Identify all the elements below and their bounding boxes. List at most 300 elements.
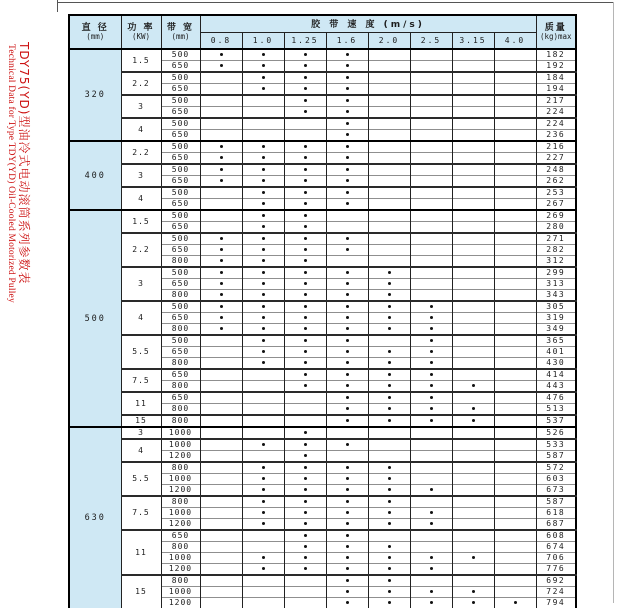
speed-availability-cell xyxy=(410,542,452,553)
speed-availability-cell xyxy=(452,153,494,165)
availability-dot-icon xyxy=(304,350,307,353)
mass-cell: 476 xyxy=(536,392,576,404)
speed-availability-cell xyxy=(242,439,284,451)
belt-width-cell: 800 xyxy=(161,542,200,553)
availability-dot-icon xyxy=(262,327,265,330)
table-row xyxy=(69,164,576,176)
speed-availability-cell xyxy=(326,369,368,381)
speed-availability-cell xyxy=(410,153,452,165)
speed-availability-cell xyxy=(452,530,494,542)
availability-dot-icon xyxy=(388,419,391,422)
availability-dot-icon xyxy=(220,156,223,159)
speed-availability-cell xyxy=(452,358,494,370)
speed-availability-cell xyxy=(326,95,368,107)
availability-dot-icon xyxy=(346,76,349,79)
belt-width-cell: 1200 xyxy=(161,519,200,531)
speed-availability-cell xyxy=(368,256,410,268)
power-cell: 4 xyxy=(121,118,161,141)
availability-dot-icon xyxy=(262,225,265,228)
availability-dot-icon xyxy=(304,567,307,570)
availability-dot-icon xyxy=(346,122,349,125)
speed-availability-cell xyxy=(452,381,494,393)
speed-availability-cell xyxy=(452,587,494,598)
speed-availability-cell xyxy=(326,267,368,279)
speed-availability-cell xyxy=(326,84,368,96)
speed-availability-cell xyxy=(452,519,494,531)
availability-dot-icon xyxy=(388,305,391,308)
availability-dot-icon xyxy=(430,384,433,387)
speed-availability-cell xyxy=(410,279,452,290)
availability-dot-icon xyxy=(472,556,475,559)
speed-availability-cell xyxy=(284,530,326,542)
availability-dot-icon xyxy=(346,396,349,399)
speed-availability-cell xyxy=(452,187,494,199)
availability-dot-icon xyxy=(262,156,265,159)
speed-availability-cell xyxy=(242,519,284,531)
power-column-header xyxy=(121,15,161,49)
speed-availability-cell xyxy=(200,72,242,84)
availability-dot-icon xyxy=(262,76,265,79)
availability-dot-icon xyxy=(262,316,265,319)
availability-dot-icon xyxy=(388,511,391,514)
speed-availability-cell xyxy=(368,575,410,587)
speed-availability-cell xyxy=(410,72,452,84)
speed-availability-cell xyxy=(242,176,284,188)
speed-availability-cell xyxy=(200,107,242,119)
availability-dot-icon xyxy=(346,466,349,469)
availability-dot-icon xyxy=(346,179,349,182)
speed-availability-cell xyxy=(494,118,536,130)
availability-dot-icon xyxy=(262,293,265,296)
speed-availability-cell xyxy=(410,439,452,451)
belt-width-cell: 1000 xyxy=(161,474,200,485)
table-row xyxy=(69,392,576,404)
availability-dot-icon xyxy=(304,168,307,171)
availability-dot-icon xyxy=(262,567,265,570)
availability-dot-icon xyxy=(262,466,265,469)
speed-availability-cell xyxy=(284,598,326,608)
speed-availability-cell xyxy=(284,519,326,531)
speed-availability-cell xyxy=(326,575,368,587)
availability-dot-icon xyxy=(304,271,307,274)
speed-availability-cell xyxy=(494,49,536,61)
speed-availability-cell xyxy=(326,358,368,370)
speed-availability-cell xyxy=(494,72,536,84)
speed-availability-cell xyxy=(284,61,326,73)
availability-dot-icon xyxy=(304,556,307,559)
availability-dot-icon xyxy=(430,361,433,364)
speed-availability-cell xyxy=(494,598,536,608)
speed-availability-cell xyxy=(410,369,452,381)
speed-availability-cell xyxy=(284,496,326,508)
speed-availability-cell xyxy=(284,381,326,393)
speed-availability-cell xyxy=(326,279,368,290)
availability-dot-icon xyxy=(430,556,433,559)
table-row xyxy=(69,72,576,84)
power-cell: 1.5 xyxy=(121,210,161,233)
power-cell: 3 xyxy=(121,427,161,439)
speed-availability-cell xyxy=(242,496,284,508)
power-cell: 5.5 xyxy=(121,335,161,369)
availability-dot-icon xyxy=(346,156,349,159)
speed-availability-cell xyxy=(200,118,242,130)
availability-dot-icon xyxy=(220,259,223,262)
availability-dot-icon xyxy=(388,316,391,319)
availability-dot-icon xyxy=(262,53,265,56)
speed-availability-cell xyxy=(410,118,452,130)
belt-width-cell: 800 xyxy=(161,404,200,416)
speed-availability-cell xyxy=(368,245,410,256)
speed-availability-cell xyxy=(242,347,284,358)
mass-cell: 280 xyxy=(536,222,576,234)
availability-dot-icon xyxy=(262,259,265,262)
mass-cell: 319 xyxy=(536,313,576,324)
speed-availability-cell xyxy=(368,164,410,176)
speed-availability-cell xyxy=(410,564,452,576)
belt-width-cell: 1200 xyxy=(161,485,200,497)
belt-width-cell: 500 xyxy=(161,95,200,107)
availability-dot-icon xyxy=(262,556,265,559)
speed-availability-cell xyxy=(368,347,410,358)
availability-dot-icon xyxy=(388,396,391,399)
mass-cell: 513 xyxy=(536,404,576,416)
availability-dot-icon xyxy=(262,248,265,251)
speed-availability-cell xyxy=(200,61,242,73)
speed-availability-cell xyxy=(368,199,410,211)
speed-availability-cell xyxy=(284,358,326,370)
page-right-rule xyxy=(613,2,614,603)
speed-availability-cell xyxy=(242,587,284,598)
speed-availability-cell xyxy=(452,222,494,234)
speed-availability-cell xyxy=(452,301,494,313)
speed-availability-cell xyxy=(284,72,326,84)
availability-dot-icon xyxy=(304,305,307,308)
speed-availability-cell xyxy=(326,553,368,564)
speed-availability-cell xyxy=(452,84,494,96)
speed-availability-cell xyxy=(242,95,284,107)
speed-availability-cell xyxy=(284,313,326,324)
speed-availability-cell xyxy=(242,245,284,256)
power-cell: 2.2 xyxy=(121,141,161,164)
table-row xyxy=(69,118,576,130)
speed-availability-cell xyxy=(200,564,242,576)
availability-dot-icon xyxy=(304,145,307,148)
availability-dot-icon xyxy=(388,293,391,296)
speed-availability-cell xyxy=(452,439,494,451)
speed-availability-cell xyxy=(494,279,536,290)
speed-availability-cell xyxy=(494,210,536,222)
mass-cell: 692 xyxy=(536,575,576,587)
availability-dot-icon xyxy=(346,419,349,422)
speed-availability-cell xyxy=(452,245,494,256)
belt-width-cell: 650 xyxy=(161,199,200,211)
speed-availability-cell xyxy=(452,176,494,188)
speed-availability-cell xyxy=(452,290,494,302)
speed-availability-cell xyxy=(452,392,494,404)
speed-availability-cell xyxy=(242,256,284,268)
speed-availability-cell xyxy=(410,222,452,234)
speed-availability-cell xyxy=(326,439,368,451)
belt-width-cell: 500 xyxy=(161,233,200,245)
speed-availability-cell xyxy=(410,290,452,302)
speed-availability-cell xyxy=(242,381,284,393)
speed-availability-cell xyxy=(242,222,284,234)
speed-availability-cell xyxy=(494,451,536,463)
speed-availability-cell xyxy=(242,118,284,130)
speed-availability-cell xyxy=(200,530,242,542)
speed-availability-cell xyxy=(242,301,284,313)
speed-availability-cell xyxy=(368,508,410,519)
speed-availability-cell xyxy=(410,313,452,324)
speed-availability-cell xyxy=(452,369,494,381)
speed-availability-cell xyxy=(452,233,494,245)
speed-availability-cell xyxy=(368,222,410,234)
speed-availability-cell xyxy=(242,199,284,211)
speed-availability-cell xyxy=(200,187,242,199)
speed-availability-cell xyxy=(452,335,494,347)
speed-availability-cell xyxy=(410,485,452,497)
availability-dot-icon xyxy=(388,477,391,480)
speed-availability-cell xyxy=(410,301,452,313)
table-row xyxy=(69,301,576,313)
power-cell: 11 xyxy=(121,530,161,575)
mass-cell: 282 xyxy=(536,245,576,256)
availability-dot-icon xyxy=(388,373,391,376)
mass-cell: 216 xyxy=(536,141,576,153)
availability-dot-icon xyxy=(262,477,265,480)
speed-availability-cell xyxy=(368,381,410,393)
availability-dot-icon xyxy=(304,384,307,387)
power-cell: 4 xyxy=(121,187,161,210)
speed-availability-cell xyxy=(200,49,242,61)
speed-availability-cell xyxy=(326,313,368,324)
speed-availability-cell xyxy=(242,290,284,302)
speed-availability-cell xyxy=(284,439,326,451)
table-row xyxy=(69,427,576,439)
speed-availability-cell xyxy=(242,451,284,463)
table-row xyxy=(69,141,576,153)
availability-dot-icon xyxy=(304,339,307,342)
power-cell: 3 xyxy=(121,267,161,301)
speed-col-header: 3.15 xyxy=(452,32,494,49)
belt-width-cell: 650 xyxy=(161,347,200,358)
belt-width-cell: 650 xyxy=(161,222,200,234)
speed-availability-cell xyxy=(284,199,326,211)
speed-availability-cell xyxy=(326,485,368,497)
speed-availability-cell xyxy=(368,404,410,416)
speed-availability-cell xyxy=(494,404,536,416)
speed-availability-cell xyxy=(284,474,326,485)
availability-dot-icon xyxy=(430,327,433,330)
availability-dot-icon xyxy=(388,556,391,559)
mass-cell: 224 xyxy=(536,107,576,119)
mass-column-header xyxy=(536,15,576,49)
speed-availability-cell xyxy=(410,415,452,427)
speed-availability-cell xyxy=(494,530,536,542)
availability-dot-icon xyxy=(220,248,223,251)
speed-availability-cell xyxy=(284,415,326,427)
speed-availability-cell xyxy=(410,256,452,268)
belt-width-cell: 500 xyxy=(161,49,200,61)
belt-width-column-header xyxy=(161,15,200,49)
availability-dot-icon xyxy=(346,384,349,387)
availability-dot-icon xyxy=(262,202,265,205)
speed-availability-cell xyxy=(368,107,410,119)
power-cell: 11 xyxy=(121,392,161,415)
speed-availability-cell xyxy=(410,587,452,598)
belt-width-cell: 500 xyxy=(161,118,200,130)
availability-dot-icon xyxy=(472,590,475,593)
diameter-cell: 400 xyxy=(69,141,121,210)
table-row xyxy=(69,439,576,451)
speed-availability-cell xyxy=(284,164,326,176)
speed-availability-cell xyxy=(368,118,410,130)
availability-dot-icon xyxy=(346,248,349,251)
diameter-column-header xyxy=(69,15,121,49)
belt-width-cell: 1000 xyxy=(161,553,200,564)
speed-availability-cell xyxy=(284,462,326,474)
speed-availability-cell xyxy=(368,233,410,245)
speed-availability-cell xyxy=(326,542,368,553)
speed-availability-cell xyxy=(200,381,242,393)
table-row xyxy=(69,530,576,542)
availability-dot-icon xyxy=(304,156,307,159)
mass-cell: 587 xyxy=(536,451,576,463)
table-row xyxy=(69,233,576,245)
speed-availability-cell xyxy=(284,130,326,142)
page-top-rule xyxy=(57,2,613,3)
mass-cell: 587 xyxy=(536,496,576,508)
availability-dot-icon xyxy=(346,373,349,376)
speed-availability-cell xyxy=(242,313,284,324)
speed-availability-cell xyxy=(326,451,368,463)
speed-availability-cell xyxy=(410,49,452,61)
availability-dot-icon xyxy=(388,384,391,387)
availability-dot-icon xyxy=(304,87,307,90)
belt-width-cell: 500 xyxy=(161,164,200,176)
speed-availability-cell xyxy=(242,508,284,519)
speed-availability-cell xyxy=(200,199,242,211)
speed-availability-cell xyxy=(284,290,326,302)
speed-availability-cell xyxy=(368,313,410,324)
availability-dot-icon xyxy=(304,259,307,262)
speed-availability-cell xyxy=(200,519,242,531)
speed-availability-cell xyxy=(242,84,284,96)
availability-dot-icon xyxy=(304,316,307,319)
speed-availability-cell xyxy=(284,542,326,553)
availability-dot-icon xyxy=(430,488,433,491)
speed-availability-cell xyxy=(200,222,242,234)
speed-availability-cell xyxy=(326,587,368,598)
speed-availability-cell xyxy=(326,335,368,347)
mass-cell: 305 xyxy=(536,301,576,313)
availability-dot-icon xyxy=(388,579,391,582)
speed-availability-cell xyxy=(494,508,536,519)
availability-dot-icon xyxy=(346,237,349,240)
mass-cell: 343 xyxy=(536,290,576,302)
availability-dot-icon xyxy=(346,545,349,548)
speed-availability-cell xyxy=(284,187,326,199)
speed-availability-cell xyxy=(326,130,368,142)
speed-availability-cell xyxy=(326,381,368,393)
header-row-1 xyxy=(69,15,576,32)
speed-availability-cell xyxy=(326,508,368,519)
belt-width-cell: 650 xyxy=(161,530,200,542)
speed-availability-cell xyxy=(200,474,242,485)
speed-availability-cell xyxy=(200,176,242,188)
speed-availability-cell xyxy=(452,210,494,222)
speed-availability-cell xyxy=(368,369,410,381)
availability-dot-icon xyxy=(220,53,223,56)
availability-dot-icon xyxy=(430,419,433,422)
speed-col-header: 0.8 xyxy=(200,32,242,49)
speed-availability-cell xyxy=(200,451,242,463)
speed-availability-cell xyxy=(452,61,494,73)
speed-availability-cell xyxy=(284,324,326,336)
speed-availability-cell xyxy=(242,598,284,608)
speed-availability-cell xyxy=(452,496,494,508)
speed-availability-cell xyxy=(326,107,368,119)
speed-availability-cell xyxy=(410,392,452,404)
speed-availability-cell xyxy=(368,335,410,347)
availability-dot-icon xyxy=(430,567,433,570)
speed-availability-cell xyxy=(368,542,410,553)
mass-cell: 603 xyxy=(536,474,576,485)
availability-dot-icon xyxy=(262,361,265,364)
availability-dot-icon xyxy=(262,522,265,525)
availability-dot-icon xyxy=(262,488,265,491)
availability-dot-icon xyxy=(430,601,433,604)
speed-availability-cell xyxy=(284,575,326,587)
speed-availability-cell xyxy=(410,164,452,176)
mass-cell: 262 xyxy=(536,176,576,188)
speed-availability-cell xyxy=(200,347,242,358)
speed-availability-cell xyxy=(242,415,284,427)
speed-availability-cell xyxy=(410,553,452,564)
availability-dot-icon xyxy=(346,350,349,353)
availability-dot-icon xyxy=(304,191,307,194)
availability-dot-icon xyxy=(388,327,391,330)
availability-dot-icon xyxy=(346,271,349,274)
belt-width-cell: 650 xyxy=(161,313,200,324)
speed-availability-cell xyxy=(284,49,326,61)
power-cell: 3 xyxy=(121,95,161,118)
speed-availability-cell xyxy=(494,369,536,381)
availability-dot-icon xyxy=(304,522,307,525)
speed-availability-cell xyxy=(326,72,368,84)
availability-dot-icon xyxy=(346,488,349,491)
speed-availability-cell xyxy=(368,153,410,165)
belt-width-cell: 500 xyxy=(161,210,200,222)
speed-availability-cell xyxy=(368,84,410,96)
availability-dot-icon xyxy=(346,282,349,285)
speed-availability-cell xyxy=(242,279,284,290)
mass-cell: 618 xyxy=(536,508,576,519)
speed-availability-cell xyxy=(452,164,494,176)
power-cell: 1.5 xyxy=(121,49,161,72)
availability-dot-icon xyxy=(220,237,223,240)
speed-availability-cell xyxy=(410,199,452,211)
speed-availability-cell xyxy=(452,347,494,358)
speed-availability-cell xyxy=(452,130,494,142)
speed-availability-cell xyxy=(242,392,284,404)
speed-availability-cell xyxy=(368,358,410,370)
speed-availability-cell xyxy=(452,256,494,268)
speed-availability-cell xyxy=(200,256,242,268)
speed-availability-cell xyxy=(242,564,284,576)
availability-dot-icon xyxy=(220,179,223,182)
availability-dot-icon xyxy=(304,373,307,376)
